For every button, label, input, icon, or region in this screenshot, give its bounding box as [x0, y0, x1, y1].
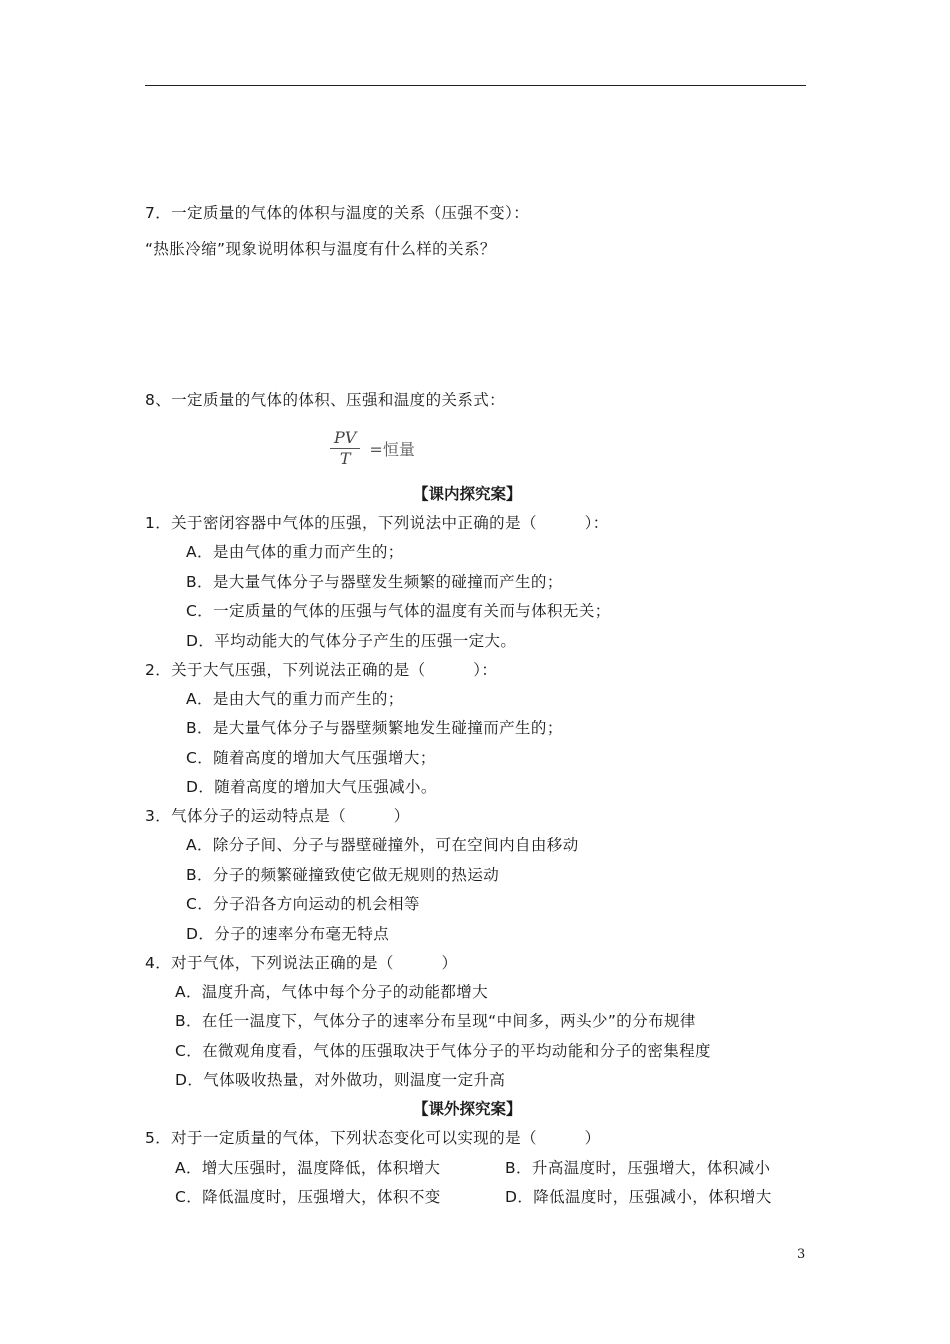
question-4-option-c: C．在微观角度看，气体的压强取决于气体分子的平均动能和分子的密集程度 [175, 1042, 711, 1060]
question-2-option-b: B．是大量气体分子与器壁频繁地发生碰撞而产生的； [186, 719, 563, 737]
formula [330, 428, 415, 469]
question-2-option-c: C．随着高度的增加大气压强增大； [186, 749, 436, 767]
question-4-option-d: D．气体吸收热量，对外做功，则温度一定升高 [175, 1071, 506, 1089]
question-7-title: 7．一定质量的气体的体积与温度的关系（压强不变）： [145, 204, 530, 222]
question-2-option-a: A．是由大气的重力而产生的； [186, 690, 404, 708]
question-4-option-a: A．温度升高，气体中每个分子的动能都增大 [175, 983, 489, 1001]
question-3-option-c: C．分子沿各方向运动的机会相等 [186, 895, 420, 913]
question-5-option-b: B．升高温度时，压强增大，体积减小 [505, 1159, 771, 1177]
question-2-option-d: D．随着高度的增加大气压强减小。 [186, 778, 437, 796]
section-heading-after-class: 【课外探究案】 [413, 1100, 522, 1118]
formula-denominator: T [339, 449, 351, 468]
question-5-option-a: A．增大压强时，温度降低，体积增大 [175, 1159, 441, 1177]
section-heading-in-class: 【课内探究案】 [413, 485, 522, 503]
page-number: 3 [797, 1247, 806, 1262]
question-3-option-a: A．除分子间、分子与器壁碰撞外，可在空间内自由移动 [186, 836, 579, 854]
question-2-stem: 2．关于大气压强，下列说法正确的是（ ）： [145, 661, 498, 679]
question-1-stem: 1．关于密闭容器中气体的压强，下列说法中正确的是（ ）： [145, 514, 609, 532]
question-1-option-a: A．是由气体的重力而产生的； [186, 543, 404, 561]
question-7-prompt: “热胀冷缩”现象说明体积与温度有什么样的关系？ [145, 240, 496, 258]
question-3-option-b: B．分子的频繁碰撞致使它做无规则的热运动 [186, 866, 500, 884]
question-3-stem: 3．气体分子的运动特点是（ ） [145, 807, 410, 825]
question-1-option-c: C．一定质量的气体的压强与气体的温度有关而与体积无关； [186, 602, 611, 620]
formula-rhs: =恒量 [369, 440, 415, 459]
question-5-stem: 5．对于一定质量的气体，下列状态变化可以实现的是（ ） [145, 1129, 601, 1147]
formula-numerator: PV [334, 428, 357, 447]
question-1-option-d: D．平均动能大的气体分子产生的压强一定大。 [186, 632, 517, 650]
question-3-option-d: D．分子的速率分布毫无特点 [186, 925, 390, 943]
question-1-option-b: B．是大量气体分子与器壁发生频繁的碰撞而产生的； [186, 573, 563, 591]
question-4-option-b: B．在任一温度下，气体分子的速率分布呈现“中间多，两头少”的分布规律 [175, 1012, 696, 1030]
question-5-option-d: D．降低温度时，压强减小，体积增大 [505, 1188, 772, 1206]
header-rule [145, 85, 806, 86]
formula-fraction [330, 428, 360, 469]
question-4-stem: 4．对于气体，下列说法正确的是（ ） [145, 954, 458, 972]
question-5-option-c: C．降低温度时，压强增大，体积不变 [175, 1188, 441, 1206]
question-8-title: 8、一定质量的气体的体积、压强和温度的关系式： [145, 391, 506, 409]
